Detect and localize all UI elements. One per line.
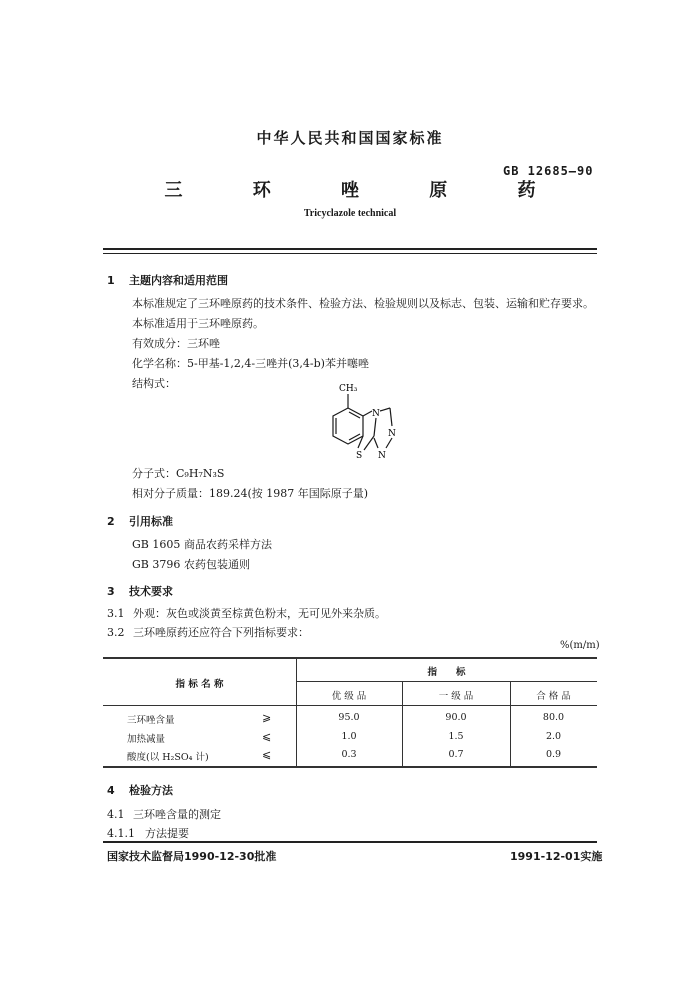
table-grade-3: 合 格 品 [536, 691, 571, 702]
methyl-label: CH₃ [339, 384, 358, 394]
table-row-2-value-3: 2.0 [545, 731, 562, 742]
header-rule-bottom [103, 253, 597, 254]
table-row-2-name: 加热减量 [127, 734, 166, 745]
n-top-label: N [372, 409, 380, 419]
section-3-heading: 3 技术要求 [107, 585, 173, 598]
clause-3-2: 3.2 三环唑原药还应符合下列指标要求： [107, 626, 309, 639]
table-row-3-value-1: 0.3 [341, 749, 357, 760]
table-row-3-name: 酸度(以 H₂SO₄ 计) [127, 752, 209, 763]
section-1-line-1: 本标准规定了三环唑原药的技术条件、检验方法、检验规则以及标志、包装、运输和贮存要求。 [132, 297, 594, 310]
table-row-3-value-3: 0.9 [545, 749, 562, 760]
table-grade-rule [296, 681, 597, 682]
n-bottom-label: N [378, 451, 386, 461]
section-1-line-4: 化学名称：5-甲基-1,2,4-三唑并(3,4-b)苯并噻唑 [132, 357, 369, 370]
footer-rule [103, 841, 597, 843]
reference-2-name: 农药包装通则 [184, 558, 250, 571]
molecular-formula: 分子式：C₉H₇N₃S [132, 467, 225, 480]
document-title: 三 环 唑 原 药 [164, 180, 568, 201]
table-row-1-value-1: 95.0 [338, 712, 360, 723]
clause-3-1: 3.1 外观：灰色或淡黄至棕黄色粉末，无可见外来杂质。 [107, 607, 386, 620]
section-1-line-5: 结构式： [132, 377, 176, 390]
table-header-rule [103, 705, 597, 706]
table-row-2-value-2: 1.5 [448, 731, 464, 742]
section-2-heading: 2 引用标准 [107, 515, 173, 528]
clause-4-1-1: 4.1.1 方法提要 [107, 827, 189, 840]
table-row-1-value-3: 80.0 [542, 712, 565, 723]
section-1-line-2: 本标准适用于三环唑原药。 [132, 317, 264, 330]
effective-date: 1991-12-01实施 [510, 850, 603, 863]
reference-2 [132, 556, 250, 572]
table-bottom-rule [103, 766, 597, 768]
issuing-body: 中华人民共和国国家标准 [256, 129, 444, 147]
approval-line: 国家技术监督局1990-12-30批准 [107, 850, 277, 863]
table-top-rule [103, 657, 597, 659]
table-row-2-op: ⩽ [262, 730, 272, 743]
table-grade-2: 一 级 品 [438, 691, 474, 702]
table-row-1-op: ⩾ [262, 711, 272, 724]
english-title: Tricyclazole technical [303, 208, 397, 219]
table-row-1-name: 三环唑含量 [127, 715, 175, 726]
reference-1 [132, 536, 272, 552]
section-1-heading: 1 主题内容和适用范围 [107, 274, 228, 287]
standard-number: GB 12685—90 [503, 164, 594, 178]
table-row-3-op: ⩽ [262, 748, 272, 761]
header-rule-top [103, 248, 597, 250]
reference-1-code: GB 1605 [132, 538, 181, 551]
section-4-heading: 4 检验方法 [107, 784, 173, 797]
table-row-2-value-1: 1.0 [341, 731, 357, 742]
s-label: S [356, 451, 363, 461]
table-header-name: 指 标 名 称 [175, 679, 224, 690]
table-grade-1: 优 级 品 [331, 691, 367, 702]
n-right-label: N [388, 429, 396, 439]
table-row-1-value-2: 90.0 [445, 712, 467, 723]
unit-note: %(m/m) [560, 640, 600, 651]
section-1-line-3: 有效成分：三环唑 [132, 337, 220, 350]
tricyclazole-structure-diagram [320, 378, 410, 473]
table-row-3-value-2: 0.7 [448, 749, 464, 760]
molecular-mass: 相对分子质量：189.24(按 1987 年国际原子量) [132, 487, 369, 500]
clause-4-1: 4.1 三环唑含量的测定 [107, 808, 221, 821]
reference-2-code: GB 3796 [132, 558, 181, 571]
table-header-group: 指 标 [427, 667, 466, 678]
reference-1-name: 商品农药采样方法 [184, 538, 272, 551]
